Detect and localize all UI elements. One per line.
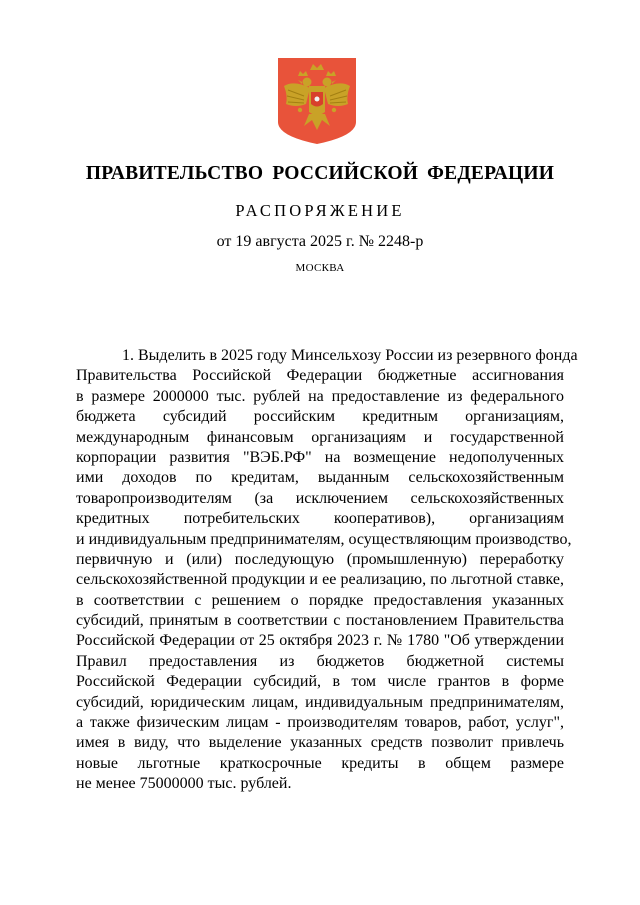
body-line: корпорации развития "ВЭБ.РФ" на возмещение недополученных — [76, 448, 564, 466]
coat-of-arms-icon — [276, 56, 358, 146]
document-city: МОСКВА — [295, 262, 345, 274]
body-line: субсидий, юридическим лицам, индивидуальным предпринимателям, — [76, 693, 564, 711]
document-date-number: от 19 августа 2025 г. № 2248-р — [216, 233, 424, 250]
body-line: Правил предоставления из бюджетов бюджетной системы — [76, 652, 564, 670]
body-line: а также физическим лицам - производителям товаров, работ, услуг", — [76, 714, 564, 732]
body-line: товаропроизводителям (за исключением сельскохозяйственных — [76, 489, 564, 507]
body-line: Правительства Российской Федерации бюджетные ассигнования — [76, 367, 564, 385]
body-line: новые льготные краткосрочные кредиты в общем размере — [76, 754, 564, 772]
body-line: 1. Выделить в 2025 году Минсельхозу России из резервного фонда — [122, 347, 578, 364]
body-line: в соответствии с решением о порядке предоставления указанных — [76, 591, 564, 609]
body-line: Российской Федерации от 25 октября 2023 г. № 1780 "Об утверждении — [76, 632, 564, 650]
document-type: РАСПОРЯЖЕНИЕ — [235, 201, 405, 220]
government-title: ПРАВИТЕЛЬСТВО РОССИЙСКОЙ ФЕДЕРАЦИИ — [85, 163, 555, 184]
state-emblem — [276, 56, 358, 146]
body-line: не менее 75000000 тыс. рублей. — [76, 775, 292, 793]
body-line: субсидий, принятым в соответствии с постановлением Правительства — [76, 612, 564, 630]
body-line: сельскохозяйственной продукции и ее реализацию, по льготной ставке, — [76, 571, 564, 589]
body-line: Российской Федерации субсидий, в том числе грантов в форме — [76, 673, 564, 691]
body-line: международным финансовым организациям и государственной — [76, 428, 564, 446]
order-paragraph-1 — [76, 346, 578, 795]
body-line: бюджета субсидий российским кредитным организациям, — [76, 408, 564, 426]
body-line: кредитных потребительских кооперативов), организациям — [76, 510, 564, 528]
body-line: имея в виду, что выделение указанных средств позволит привлечь — [76, 734, 564, 752]
body-line: первичную и (или) последующую (промышленную) переработку — [76, 550, 564, 568]
body-line: ими доходов по кредитам, выданным сельскохозяйственным — [76, 469, 564, 487]
body-line: в размере 2000000 тыс. рублей на предоставление из федерального — [76, 387, 564, 405]
body-line: и индивидуальным предпринимателям, осуществляющим производство, — [76, 530, 572, 548]
